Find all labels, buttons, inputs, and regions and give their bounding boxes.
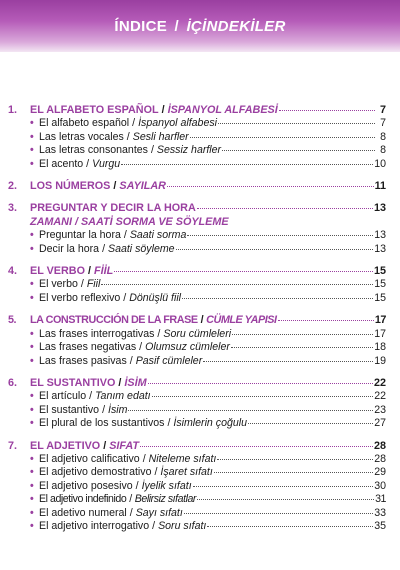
dot-leader (182, 297, 373, 299)
dot-leader (114, 270, 373, 272)
page-number: 30 (374, 479, 386, 492)
subentry-separator: / (142, 452, 146, 465)
subentry-separator: / (132, 117, 136, 130)
bullet-icon: • (30, 417, 34, 430)
chapter-title-spanish: EL ALFABETO ESPAÑOL (30, 104, 159, 116)
toc-subentry[interactable] (8, 390, 386, 403)
dot-leader (222, 149, 375, 151)
chapter-title-spanish: EL VERBO (30, 265, 85, 278)
subentry-spanish: Preguntar la hora (39, 229, 121, 242)
subentry-turkish: Saati söyleme (108, 242, 175, 255)
page-number: 23 (374, 403, 386, 416)
page-number: 29 (374, 466, 386, 479)
subentry-spanish: El adetivo numeral (39, 506, 127, 519)
page-number: 17 (374, 327, 386, 340)
subentry-turkish: Tanım edatı (95, 390, 151, 403)
subentry-turkish: Pasif cümleler (135, 354, 203, 367)
toc-chapter-entry[interactable] (8, 180, 386, 193)
bullet-icon: • (30, 242, 34, 255)
page-number: 35 (374, 519, 386, 532)
chapter-title-spanish: EL SUSTANTIVO (30, 376, 116, 389)
toc-subentry[interactable] (8, 292, 386, 305)
title-separator: / (103, 439, 107, 452)
page-number: 18 (374, 341, 386, 354)
toc-chapter-entry[interactable] (8, 440, 386, 453)
toc-subentry[interactable] (8, 493, 386, 506)
page-number: 15 (373, 265, 386, 278)
subentry-turkish: Belirsiz sıfatlar (134, 493, 197, 506)
subentry-spanish: El adjetivo calificativo (39, 452, 140, 465)
subentry-turkish: Dönüşlü fiil (129, 291, 182, 304)
page-number: 15 (374, 291, 386, 304)
subentry-turkish: İsimlerin çoğulu (173, 417, 247, 430)
chapter-title-turkish: FİİL (94, 265, 114, 278)
toc-subentry[interactable] (8, 131, 386, 144)
subentry-spanish: El adjetivo indefinido (39, 493, 127, 506)
toc-subentry[interactable] (8, 404, 386, 417)
bullet-icon: • (30, 506, 34, 519)
chapter-title-turkish: SAYILAR (119, 180, 166, 193)
dot-leader (248, 422, 373, 424)
toc-subentry[interactable] (8, 243, 386, 256)
dot-leader (121, 163, 373, 165)
dot-leader (140, 445, 373, 447)
toc-subentry[interactable] (8, 507, 386, 520)
subentry-spanish: Las frases pasivas (39, 354, 127, 367)
page-title (114, 18, 285, 35)
bullet-icon: • (30, 403, 34, 416)
toc-subentry[interactable] (8, 417, 386, 430)
page-number: 15 (374, 278, 386, 291)
subentry-spanish: Las letras vocales (39, 130, 124, 143)
toc-subentry[interactable] (8, 466, 386, 479)
page-number: 28 (373, 439, 386, 452)
chapter-number: 2. (8, 180, 18, 193)
dot-leader (190, 136, 375, 138)
subentry-turkish: Niteleme sıfatı (148, 452, 217, 465)
toc-subentry[interactable] (8, 480, 386, 493)
chapter-number: 5. (8, 314, 17, 327)
subentry-separator: / (167, 417, 171, 430)
toc-section (8, 202, 386, 256)
subentry-separator: / (129, 506, 133, 519)
page-number: 13 (374, 242, 386, 255)
title-separator: / (174, 17, 179, 35)
subentry-spanish: El verbo reflexivo (39, 291, 121, 304)
toc-subentry[interactable] (8, 453, 386, 466)
dot-leader (101, 283, 373, 285)
bullet-icon: • (30, 493, 34, 506)
bullet-icon: • (30, 278, 34, 291)
subentry-spanish: El adjetivo posesivo (39, 479, 133, 492)
dot-leader (197, 498, 374, 500)
toc-chapter-entry[interactable] (8, 265, 386, 278)
subentry-turkish: İşaret sıfatı (160, 466, 213, 479)
dot-leader (197, 207, 373, 209)
dot-leader (279, 109, 375, 111)
toc-subentry[interactable] (8, 520, 386, 533)
bullet-icon: • (30, 354, 34, 367)
subentry-spanish: El plural de los sustantivos (39, 417, 165, 430)
subentry-spanish: El artículo (39, 390, 87, 403)
bullet-icon: • (30, 479, 34, 492)
subentry-spanish: El adjetivo interrogativo (39, 519, 150, 532)
subentry-turkish: Olumsuz cümleler (145, 341, 230, 354)
chapter-number: 3. (8, 202, 18, 215)
title-separator: / (161, 104, 165, 116)
toc-section (8, 180, 386, 193)
subentry-turkish: Sesli harfler (132, 130, 189, 143)
page-number: 13 (374, 229, 386, 242)
dot-leader (167, 185, 374, 187)
subentry-separator: / (129, 354, 133, 367)
toc-section (8, 440, 386, 534)
chapter-number: 4. (8, 265, 18, 278)
subentry-separator: / (126, 130, 130, 143)
toc-subentry[interactable] (8, 158, 386, 171)
page-header (0, 0, 400, 52)
subentry-turkish: Sayı sıfatı (135, 506, 183, 519)
toc-chapter-entry[interactable] (8, 104, 386, 117)
subentry-turkish: Saati sorma (129, 229, 187, 242)
subentry-turkish: Fiil (86, 278, 101, 291)
page-number: 8 (380, 130, 386, 143)
subentry-separator: / (150, 144, 154, 157)
bullet-icon: • (30, 341, 34, 354)
bullet-icon: • (30, 519, 34, 532)
subentry-turkish: İsim (108, 403, 128, 416)
bullet-icon: • (30, 327, 34, 340)
title-separator: / (113, 180, 117, 193)
chapter-number: 7. (8, 439, 18, 452)
subentry-separator: / (123, 229, 127, 242)
toc-subentry[interactable] (8, 341, 386, 354)
page-number: 33 (374, 506, 386, 519)
title-turkish: İÇİNDEKİLER (186, 17, 286, 35)
subentry-turkish: Soru cümleleri (163, 327, 232, 340)
chapter-title-spanish: EL ADJETIVO (30, 439, 101, 452)
page-number: 7 (379, 104, 386, 116)
dot-leader (203, 360, 373, 362)
subentry-spanish: Decir la hora (39, 242, 100, 255)
chapter-title-turkish: İSPANYOL ALFABESİ (167, 104, 278, 116)
toc-chapter-entry[interactable] (8, 202, 386, 215)
subentry-separator: / (80, 278, 84, 291)
dot-leader (148, 382, 373, 384)
bullet-icon: • (30, 466, 34, 479)
subentry-turkish: Vurgu (92, 157, 121, 170)
dot-leader (231, 346, 373, 348)
chapter-title-spanish: PREGUNTAR Y DECIR LA HORA (30, 202, 196, 215)
subentry-spanish: El acento (39, 157, 84, 170)
toc-section (8, 314, 386, 368)
title-spanish: ÍNDICE (114, 17, 168, 35)
subentry-separator: / (86, 157, 90, 170)
subentry-separator: / (129, 493, 132, 506)
dot-leader (218, 122, 375, 124)
page-number: 27 (374, 417, 386, 430)
chapter-title-turkish: CÜMLE YAPISI (206, 314, 277, 327)
subentry-separator: / (139, 341, 143, 354)
bullet-icon: • (30, 144, 34, 157)
page-number: 17 (374, 314, 386, 327)
toc-section (8, 104, 386, 171)
subentry-turkish: Soru sıfatı (158, 519, 207, 532)
subentry-spanish: Las frases negativas (39, 341, 137, 354)
page-number: 8 (380, 144, 386, 157)
dot-leader (232, 333, 373, 335)
subentry-separator: / (135, 479, 139, 492)
subentry-spanish: El alfabeto español (39, 117, 130, 130)
title-separator: / (118, 376, 122, 389)
dot-leader (176, 248, 374, 250)
toc-subentry[interactable] (8, 144, 386, 157)
dot-leader (214, 471, 373, 473)
page-number: 19 (374, 354, 386, 367)
toc-chapter-entry[interactable] (8, 377, 386, 390)
bullet-icon: • (30, 291, 34, 304)
toc-subentry[interactable] (8, 278, 386, 291)
dot-leader (193, 485, 374, 487)
toc-subentry[interactable] (8, 355, 386, 368)
bullet-icon: • (30, 117, 34, 130)
dot-leader (152, 395, 374, 397)
subentry-spanish: Las frases interrogativas (39, 327, 155, 340)
page-number: 13 (373, 202, 386, 215)
bullet-icon: • (30, 390, 34, 403)
chapter-title-spanish: LA CONSTRUCCIÓN DE LA FRASE (30, 314, 198, 327)
subentry-separator: / (157, 327, 161, 340)
page-number: 22 (373, 376, 386, 389)
toc-subentry[interactable] (8, 328, 386, 341)
chapter-title-turkish: İSİM (124, 376, 147, 389)
chapter-number: 1. (8, 104, 18, 116)
bullet-icon: • (30, 452, 34, 465)
subentry-turkish: İspanyol alfabesi (138, 117, 217, 130)
page-number: 11 (374, 180, 386, 193)
subentry-spanish: El adjetivo demostrativo (39, 466, 152, 479)
toc-subentry[interactable] (8, 229, 386, 242)
toc-subentry[interactable] (8, 117, 386, 130)
subentry-spanish: Las letras consonantes (39, 144, 148, 157)
toc-section (8, 265, 386, 305)
page-number: 22 (374, 390, 386, 403)
chapter-title-turkish: SIFAT (109, 439, 139, 452)
subentry-separator: / (154, 466, 158, 479)
title-separator: / (88, 265, 91, 278)
page-number: 28 (374, 452, 386, 465)
chapter-title-spanish: LOS NÚMEROS (30, 180, 111, 193)
dot-leader (278, 319, 374, 321)
subentry-separator: / (102, 403, 106, 416)
subentry-separator: / (89, 390, 93, 403)
subentry-separator: / (152, 519, 156, 532)
bullet-icon: • (30, 130, 34, 143)
page-number: 10 (374, 157, 386, 170)
page-number: 7 (380, 117, 386, 130)
dot-leader (128, 409, 373, 411)
page-number: 31 (375, 493, 386, 506)
subentry-spanish: El verbo (39, 278, 78, 291)
toc-section (8, 377, 386, 431)
title-separator: / (200, 314, 204, 327)
dot-leader (184, 512, 373, 514)
subentry-separator: / (102, 242, 106, 255)
subentry-separator: / (123, 291, 127, 304)
chapter-number: 6. (8, 376, 18, 389)
subentry-spanish: El sustantivo (39, 403, 100, 416)
subentry-turkish: Sessiz harfler (156, 144, 222, 157)
subentry-turkish: İyelik sıfatı (141, 479, 192, 492)
dot-leader (187, 234, 373, 236)
dot-leader (217, 458, 373, 460)
chapter-title-continuation: ZAMANI / SAATİ SORMA VE SÖYLEME (30, 215, 229, 228)
bullet-icon: • (30, 229, 34, 242)
toc-chapter-entry[interactable] (8, 314, 386, 327)
dot-leader (207, 525, 373, 527)
bullet-icon: • (30, 157, 34, 170)
table-of-contents (0, 52, 400, 533)
